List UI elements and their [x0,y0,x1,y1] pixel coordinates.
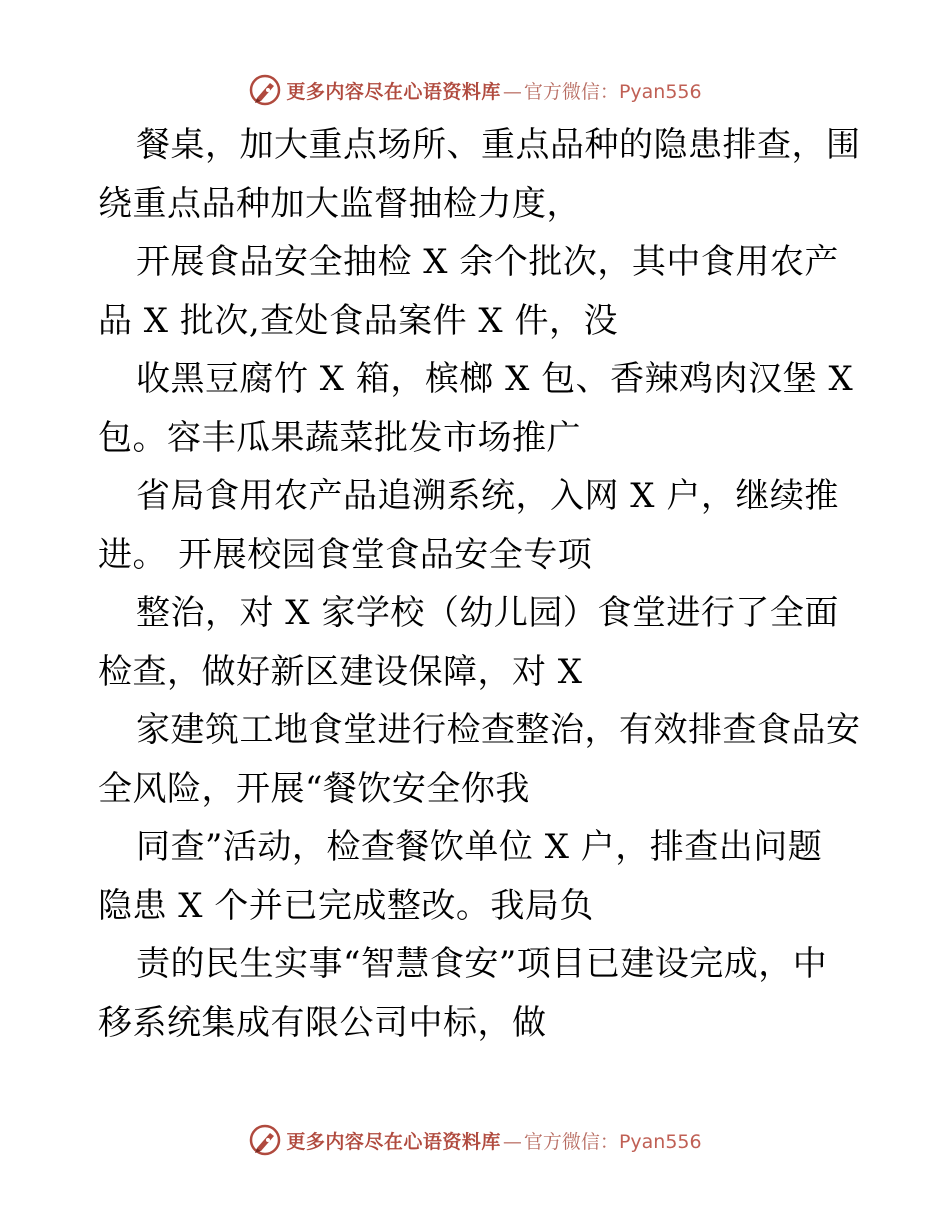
footer-watermark [0,1120,950,1160]
text-line: 同查”活动，检查餐饮单位 X 户，排查出问题 [136,827,823,867]
text-line: 家建筑工地食堂进行检查整治，有效排查食品安 [136,710,861,750]
text-line: 省局食用农产品追溯系统，入网 X 户，继续推 [136,476,839,516]
text-line: 品 X 批次,查处食品案件 X 件，没 [98,300,618,341]
watermark-id: Pyan556 [618,80,702,103]
pen-logo-icon [248,1123,282,1157]
text-line: 全风险，开展“餐饮安全你我 [98,768,530,809]
text-line: 进。 开展校园食堂食品安全专项 [98,534,593,575]
text-line: 绕重点品种加大监督抽检力度， [98,183,581,224]
text-line: 开展食品安全抽检 X 余个批次，其中食用农产 [136,242,839,282]
watermark-label: 官方微信： [523,80,619,103]
text-line: 移系统集成有限公司中标，做 [98,1002,547,1043]
text-line: 整治，对 X 家学校（幼儿园）食堂进行了全面 [136,593,839,633]
watermark-separator: — [502,80,522,103]
document-body [98,116,861,1052]
header-watermark [0,70,950,110]
text-line: 收黑豆腐竹 X 箱，槟榔 X 包、香辣鸡肉汉堡 X [136,359,854,399]
text-line: 检查，做好新区建设保障，对 X [98,651,583,692]
text-line: 隐患 X 个并已完成整改。我局负 [98,885,594,926]
watermark-site: 更多内容尽在心语资料库 [286,80,501,103]
text-line: 责的民生实事“智慧食安”项目已建设完成，中 [136,944,828,984]
watermark-text [286,77,701,104]
watermark-site: 更多内容尽在心语资料库 [286,1130,501,1153]
watermark-label: 官方微信： [523,1130,619,1153]
pen-logo-icon [248,73,282,107]
watermark-text [286,1127,701,1154]
text-line: 包。容丰瓜果蔬菜批发市场推广 [98,417,581,458]
watermark-id: Pyan556 [618,1130,702,1153]
watermark-separator: — [502,1130,522,1153]
text-line: 餐桌，加大重点场所、重点品种的隐患排查，围 [136,125,861,165]
